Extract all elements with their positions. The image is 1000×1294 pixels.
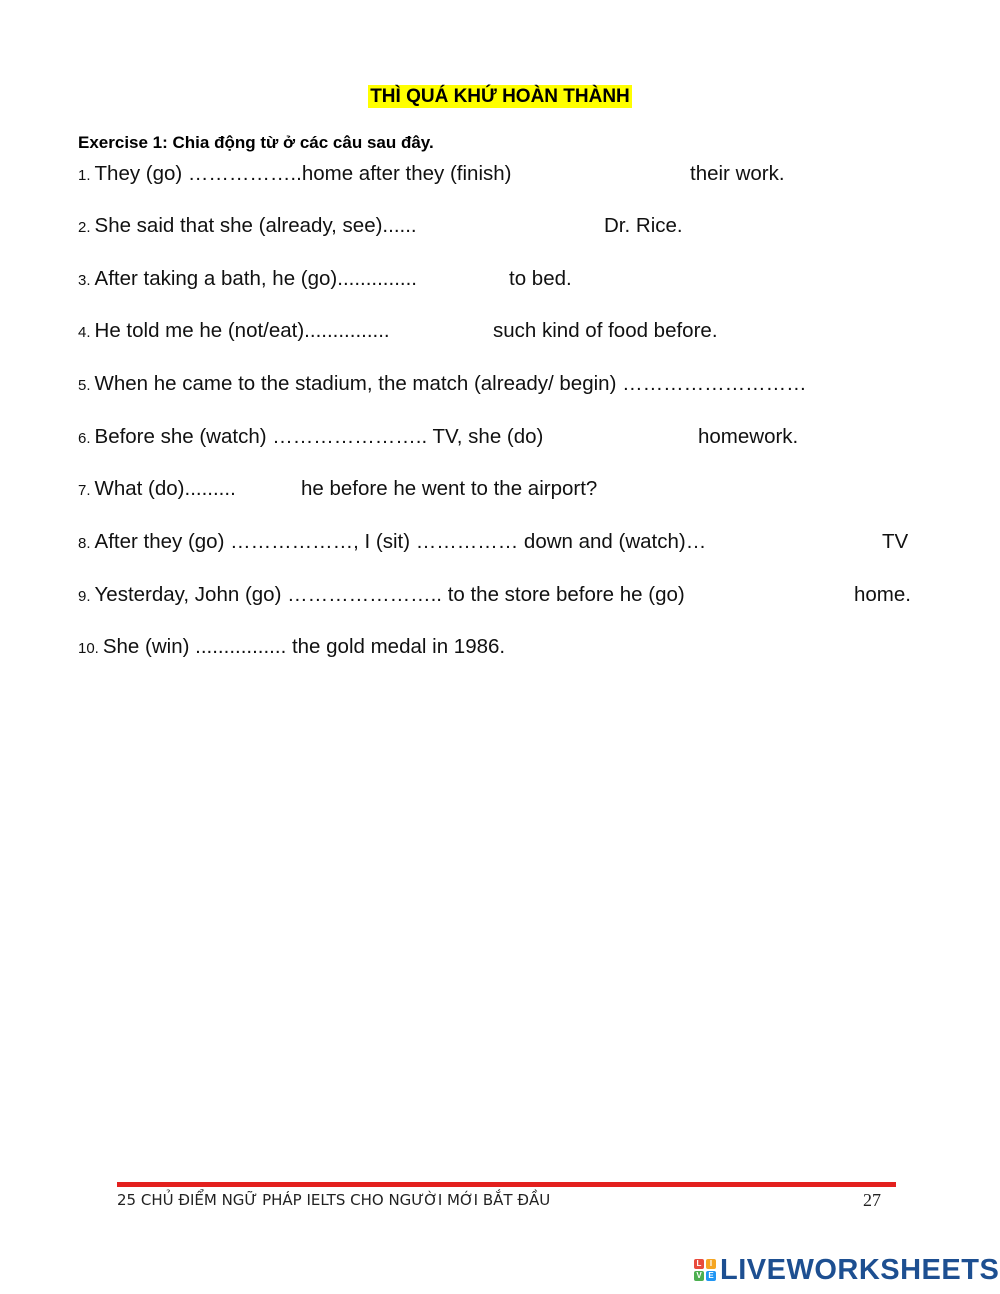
question-number: 5. [78,377,91,394]
page-number: 27 [863,1190,881,1210]
liveworksheets-logo[interactable] [694,1254,999,1286]
question-continuation: home. [854,583,911,606]
question-number: 1. [78,167,91,184]
question-number: 6. [78,430,91,447]
question-4 [78,317,718,345]
question-continuation: to bed. [509,267,572,290]
question-continuation: Dr. Rice. [604,214,683,237]
footer-rule [117,1182,896,1187]
question-8 [78,528,909,556]
question-continuation: homework. [698,425,799,448]
question-9 [78,581,911,609]
question-text: Before she (watch) ………………….. TV, she (do) [94,425,544,448]
question-number: 4. [78,324,91,341]
logo-letter: V [694,1271,704,1281]
question-5 [78,370,807,398]
question-number: 2. [78,219,91,236]
question-text: When he came to the stadium, the match (already/ begin) ……………………… [94,372,807,395]
question-continuation: their work. [690,162,785,185]
question-2 [78,212,683,240]
question-text: He told me he (not/eat)............... [94,319,390,342]
question-number: 9. [78,588,91,605]
question-number: 10. [78,640,99,657]
question-text: After they (go) ………………, I (sit) …………… down and (watch)… [94,530,707,553]
question-6 [78,423,799,451]
question-3 [78,265,572,293]
logo-grid-icon [694,1259,716,1281]
question-text: They (go) ……………..home after they (finish) [94,162,512,185]
question-text: She (win) ................ the gold medal in 1986. [102,635,506,658]
question-number: 7. [78,482,91,499]
question-continuation: TV [882,530,909,553]
question-continuation: he before he went to the airport? [301,477,598,500]
question-continuation: such kind of food before. [493,319,718,342]
logo-letter: L [694,1259,704,1269]
footer-text: 25 CHỦ ĐIỂM NGỮ PHÁP IELTS CHO NGƯỜI MỚI BẮT ĐẦU [117,1191,551,1209]
logo-letter: E [706,1271,716,1281]
logo-text: LIVEWORKSHEETS [720,1253,1000,1286]
question-1 [78,160,785,188]
logo-letter: I [706,1259,716,1269]
question-number: 3. [78,272,91,289]
question-7 [78,475,598,503]
question-text: Yesterday, John (go) ………………….. to the store before he (go) [94,583,685,606]
question-number: 8. [78,535,91,552]
question-text: After taking a bath, he (go).............. [94,267,417,290]
title-text: THÌ QUÁ KHỨ HOÀN THÀNH [370,86,630,107]
question-text: What (do)......... [94,477,236,500]
exercise-heading: Exercise 1: Chia động từ ở các câu sau đây. [78,133,434,152]
question-10 [78,633,505,661]
worksheet-title [0,86,1000,108]
question-text: She said that she (already, see)...... [94,214,417,237]
